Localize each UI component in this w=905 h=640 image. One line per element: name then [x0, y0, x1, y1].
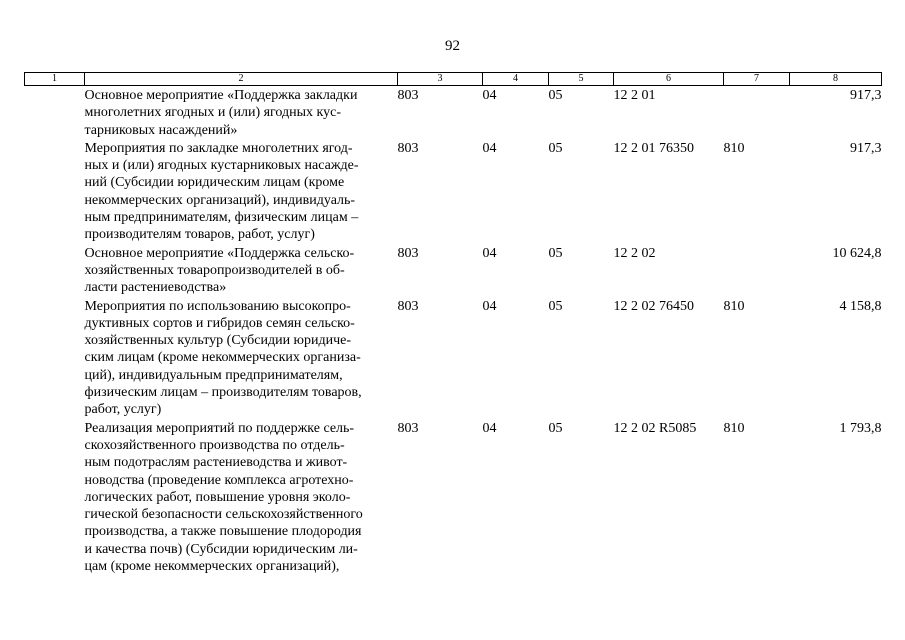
column-header-8: 8 [790, 73, 882, 86]
row-amount: 4 158,8 [839, 298, 882, 314]
row-expense-type: 810 [723, 140, 745, 156]
column-header-4: 4 [483, 73, 549, 86]
column-header-7: 7 [724, 73, 790, 86]
row-section-code: 04 [482, 88, 497, 103]
row-section-code: 04 [482, 298, 497, 314]
row-blank-cell [25, 297, 85, 419]
row-blank-cell [25, 86, 85, 139]
row-name: Мероприятия по использованию высокопро- дуктивных сортов и гибридов семян сельско- хозяйственных культур (Субсидии юридиче- ским лицам (кроме некоммерческих организа- ций), индивидуальным предпринимателям, физическим лицам – производителям товаров, работ, услуг) [84, 298, 362, 418]
row-blank-cell [25, 244, 85, 297]
row-amount: 917,3 [850, 140, 882, 156]
table-row [25, 297, 882, 419]
row-expense-type: 810 [723, 298, 745, 314]
row-amount: 1 793,8 [839, 420, 882, 436]
row-target-article: 12 2 01 76350 [613, 140, 694, 156]
column-header-5: 5 [549, 73, 614, 86]
table-row [25, 419, 882, 576]
row-blank-cell [25, 419, 85, 576]
row-expense-type [724, 86, 790, 139]
row-subsection-code: 05 [548, 245, 563, 261]
row-subsection-code: 05 [548, 298, 563, 314]
row-section-code: 04 [482, 420, 497, 436]
row-section-code: 04 [482, 245, 497, 261]
row-expense-type [724, 244, 790, 297]
row-name: Основное мероприятие «Поддержка закладки многолетних ягодных и (или) ягодных кус- тарниковых насаждений» [84, 88, 358, 138]
table-row [25, 244, 882, 297]
column-header-2: 2 [85, 73, 398, 86]
row-name: Основное мероприятие «Поддержка сельско- хозяйственных товаропроизводителей в об- ласти растениеводства» [84, 245, 355, 296]
row-ministry-code: 803 [397, 420, 419, 436]
row-amount: 10 624,8 [832, 245, 882, 261]
row-amount: 917,3 [850, 88, 882, 103]
column-header-1: 1 [25, 73, 85, 86]
row-ministry-code: 803 [397, 245, 419, 261]
column-number-header-row [25, 73, 882, 86]
row-subsection-code: 05 [548, 140, 563, 156]
row-subsection-code: 05 [548, 88, 563, 103]
column-header-3: 3 [398, 73, 483, 86]
row-ministry-code: 803 [397, 88, 419, 103]
page-number: 92 [445, 38, 460, 54]
column-header-6: 6 [614, 73, 724, 86]
row-expense-type: 810 [723, 420, 745, 436]
row-target-article: 12 2 02 76450 [613, 298, 694, 314]
row-name: Мероприятия по закладке многолетних ягод- ных и (или) ягодных кустарниковых насажде- ний (Субсидии юридическим лицам (кроме некоммерческих организаций), индивидуаль- ным предпринимателям, физическим лицам – производителям товаров, работ, услуг) [84, 140, 359, 243]
budget-table [24, 72, 882, 575]
row-ministry-code: 803 [397, 140, 419, 156]
row-blank-cell [25, 139, 85, 244]
table-row [25, 86, 882, 139]
row-subsection-code: 05 [548, 420, 563, 436]
table-row [25, 139, 882, 244]
row-target-article: 12 2 01 [613, 88, 656, 103]
row-ministry-code: 803 [397, 298, 419, 314]
row-target-article: 12 2 02 [613, 245, 656, 261]
row-section-code: 04 [482, 140, 497, 156]
row-name: Реализация мероприятий по поддержке сель- скохозяйственного производства по отдель- ным подотраслям растениеводства и живот- новодства (проведение комплекса агротехно- логических работ, повышение уровня эколо- гической безопасности сельскохозяйственного производства, а также повышение плодородия и качества почв) (Субсидии юридическим ли- цам (кроме некоммерческих организаций), [84, 420, 363, 575]
row-target-article: 12 2 02 R5085 [613, 420, 697, 436]
